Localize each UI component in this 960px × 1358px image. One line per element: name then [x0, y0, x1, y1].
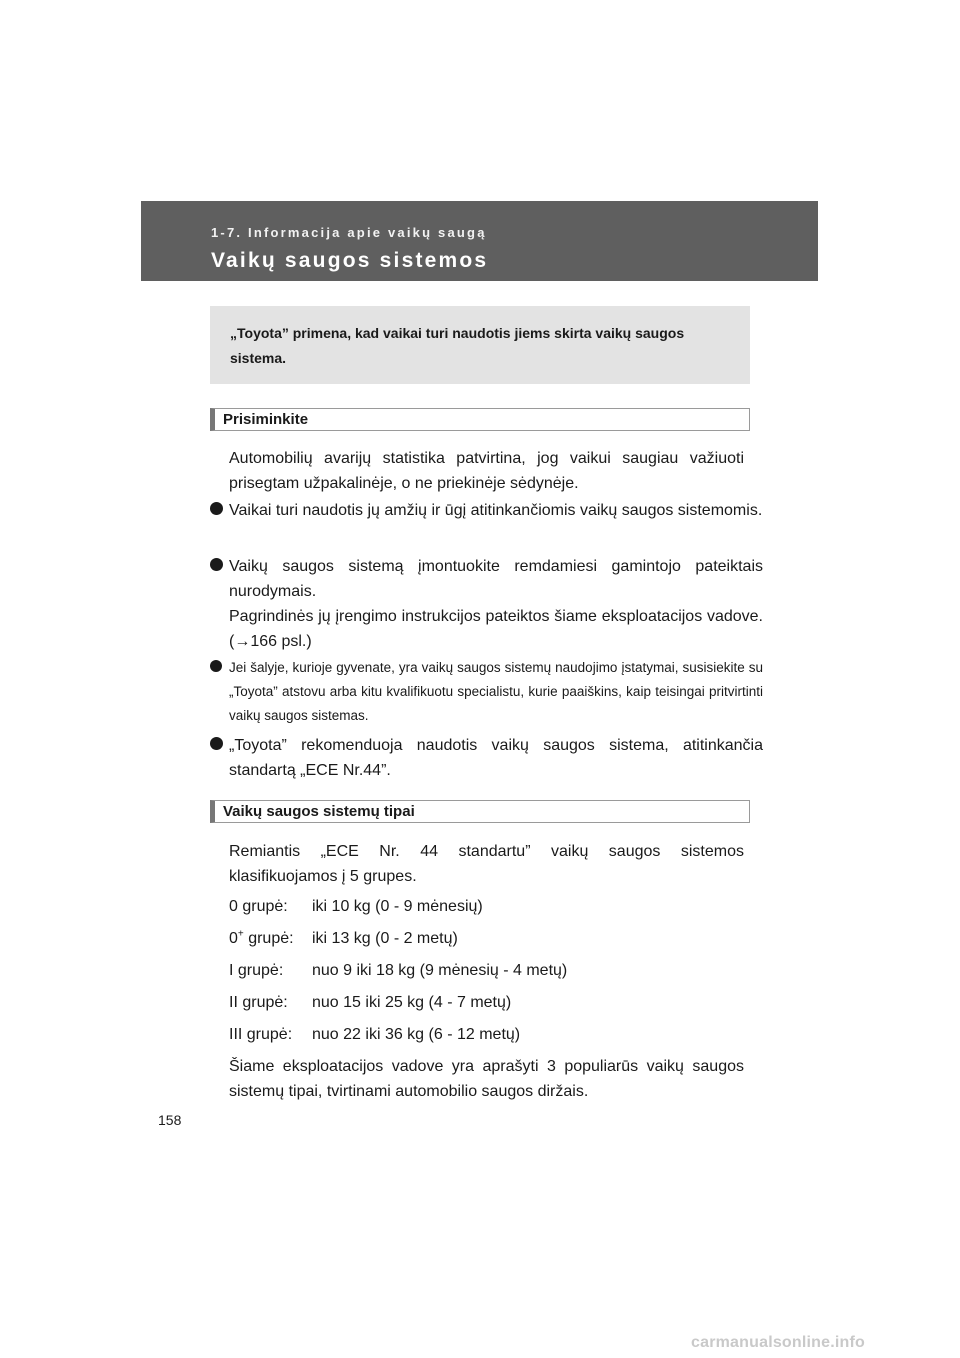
group-value: nuo 22 iki 36 kg (6 - 12 metų) — [312, 1026, 521, 1043]
types-closing-paragraph: Šiame eksploatacijos vadove yra aprašyti 3 populiarūs vaikų saugos sistemų tipai, tvirtinami automobilio saugos diržais. — [229, 1058, 744, 1100]
group-label: I grupė: — [229, 962, 284, 979]
group-label: II grupė: — [229, 994, 288, 1011]
bullet-text: Vaikų saugos sistemą įmontuokite remdamiesi gamintojo pateiktais nurodymais. — [229, 558, 763, 600]
group-label: 0 grupė: — [229, 898, 288, 915]
watermark: carmanualsonline.info — [691, 1334, 866, 1351]
bullet-dot-icon — [210, 558, 223, 571]
bullet-dot-icon — [210, 660, 222, 672]
group-value: nuo 9 iki 18 kg (9 mėnesių - 4 metų) — [312, 962, 568, 979]
group-label-base: 0 — [229, 930, 238, 947]
group-label — [229, 926, 294, 951]
group-value: nuo 15 iki 25 kg (4 - 7 metų) — [312, 994, 512, 1011]
page-number: 158 — [158, 1112, 182, 1128]
bullet-text: „Toyota” rekomenduoja naudotis vaikų saugos sistema, atitinkančia standartą „ECE Nr.44”. — [229, 737, 763, 779]
bullet-dot-icon — [210, 737, 223, 750]
bullet-text-continued: Pagrindinės jų įrengimo instrukcijos pateiktos šiame eksploatacijos vadove. (→166 psl.) — [229, 608, 763, 650]
bullet-item — [210, 498, 763, 523]
group-label-sup: + — [237, 928, 244, 940]
bullet-dot-icon — [210, 502, 223, 515]
group-value: iki 10 kg (0 - 9 mėnesių) — [312, 898, 483, 915]
section-label: 1-7. Informacija apie vaikų saugą — [211, 225, 487, 240]
bullet-item — [210, 733, 763, 783]
bullet-text: Vaikai turi naudotis jų amžių ir ūgį atitinkančiomis vaikų saugos sistemomis. — [229, 502, 763, 519]
intro-note: „Toyota” primena, kad vaikai turi naudotis jiems skirta vaikų saugos sistema. — [210, 306, 750, 384]
chapter-header — [141, 201, 818, 281]
page-title: Vaikų saugos sistemos — [211, 249, 489, 272]
subheading-remember: Prisiminkite — [210, 408, 750, 431]
subheading-types: Vaikų saugos sistemų tipai — [210, 800, 750, 823]
group-value: iki 13 kg (0 - 2 metų) — [312, 930, 458, 947]
group-label-rest: grupė: — [243, 930, 294, 947]
bullet-text: Jei šalyje, kurioje gyvenate, yra vaikų saugos sistemų naudojimo įstatymai, susisiekite su „Toyota” atstovu arba kitu kvalifikuotu specialistu, kurie paaiškins, kaip teisingai pritvirtinti vaikų saugos sistemas. — [229, 660, 763, 723]
bullet-item-small — [210, 656, 763, 728]
types-paragraph: Remiantis „ECE Nr. 44 standartu” vaikų saugos sistemos klasifikuojamos į 5 grupes. — [229, 843, 744, 885]
bullet-item — [210, 554, 763, 654]
remember-paragraph: Automobilių avarijų statistika patvirtina, jog vaikui saugiau važiuoti prisegtam užpakalinėje, o ne priekinėje sėdynėje. — [229, 450, 744, 492]
group-label: III grupė: — [229, 1026, 293, 1043]
